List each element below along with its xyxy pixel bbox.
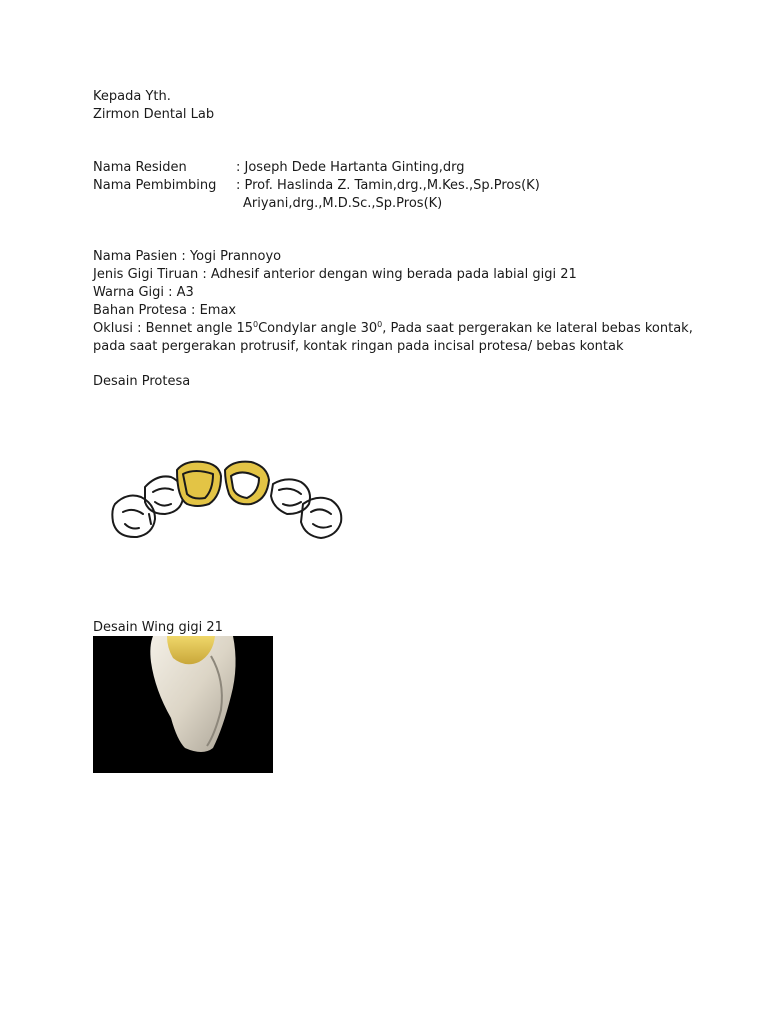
- tooth-color: Warna Gigi : A3: [93, 285, 194, 300]
- material: Bahan Protesa : Emax: [93, 303, 237, 318]
- design-title: Desain Protesa: [93, 374, 191, 389]
- patient-name: Nama Pasien : Yogi Prannoyo: [93, 249, 282, 264]
- supervisor-value-2: Ariyani,drg.,M.D.Sc.,Sp.Pros(K): [243, 196, 443, 211]
- occlusion-prefix: Oklusi : Bennet angle 15: [93, 321, 254, 336]
- degree-symbol: 0: [253, 320, 259, 329]
- tooth-inner: [123, 510, 151, 529]
- tooth-inner: [153, 488, 173, 505]
- occlusion-suffix: , Pada saat pergerakan ke lateral bebas kontak,: [382, 321, 693, 336]
- recipient: Zirmon Dental Lab: [93, 107, 215, 122]
- greeting: Kepada Yth.: [93, 89, 171, 104]
- tooth-inner: [311, 509, 331, 527]
- tooth-outline: [271, 479, 310, 514]
- denture-type: Jenis Gigi Tiruan : Adhesif anterior dengan wing berada pada labial gigi 21: [93, 267, 577, 282]
- tooth-arch-diagram: [105, 452, 350, 547]
- supervisor-value-1: : Prof. Haslinda Z. Tamin,drg.,M.Kes.,Sp.Pros(K): [236, 178, 540, 193]
- wing-design-title: Desain Wing gigi 21: [93, 620, 223, 635]
- tooth-inner: [183, 471, 213, 499]
- occlusion-line-2: pada saat pergerakan protrusif, kontak ringan pada incisal protesa/ bebas kontak: [93, 339, 624, 354]
- resident-value: : Joseph Dede Hartanta Ginting,drg: [236, 160, 465, 175]
- resident-label: Nama Residen: [93, 160, 187, 175]
- supervisor-label: Nama Pembimbing: [93, 178, 217, 193]
- occlusion-middle: Condylar angle 30: [258, 321, 378, 336]
- tooth-inner: [279, 489, 301, 506]
- occlusion-line-1: [93, 320, 693, 338]
- wing-tooth-photo: [93, 636, 273, 773]
- degree-symbol: 0: [377, 320, 383, 329]
- tooth-outline: [301, 498, 341, 538]
